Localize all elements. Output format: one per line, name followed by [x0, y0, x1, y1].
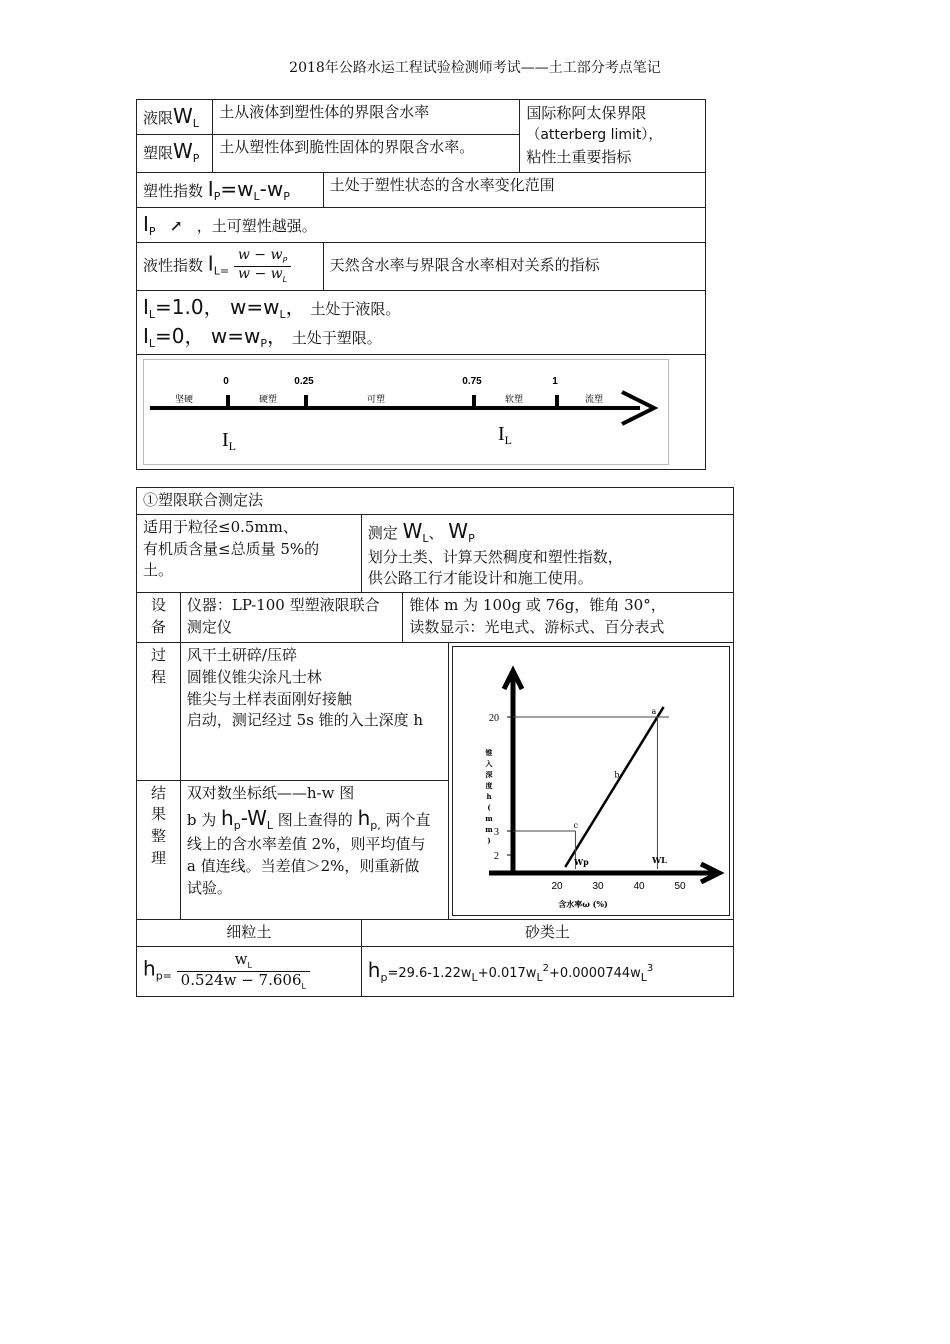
sand-soil-heading: 砂类土 — [361, 920, 733, 947]
scale-tick-075: 0.75 — [462, 375, 482, 387]
liquidity-states: $I_L=1.0$， $w=w_L$， 土处于液限。 $I_L=0$， $w=w_P$， 土处于塑限。 — [137, 290, 706, 354]
plasticity-index-desc: 土处于塑性状态的含水率变化范围 — [323, 172, 705, 207]
measurement-purpose: 测定 $W_L$、 $W_P$ 划分土类、计算天然稠度和塑性指数， 供公路工行才能设计和施工使用。 — [361, 514, 733, 592]
fine-soil-formula: $h_{p=}$ $\frac{w_L}{0.524w - 7.606_L}$ — [137, 946, 362, 996]
scale-tick-0: 0 — [223, 375, 229, 387]
x-axis-label: 含水率ω (%) — [558, 899, 608, 910]
procedure-heading: 过 程 — [137, 643, 181, 780]
limits-table — [136, 99, 706, 470]
atterberg-note: 国际称阿太保界限 （atterberg limit）， 粘性土重要指标 — [520, 100, 706, 173]
h-w-chart-cell — [448, 643, 733, 920]
zone-flowing: 流塑 — [584, 394, 604, 405]
sand-soil-formula: $h_p=29.6-1.22w_L+0.017w_L^2+0.0000744w_L^3$ — [361, 946, 733, 996]
plasticity-trend: $I_P$ ↗ ，土可塑性越强。 — [137, 207, 706, 242]
point-label-c: c — [573, 821, 578, 831]
liquidity-index-formula: $\frac{w - w_P}{w - w_L}$ — [234, 248, 291, 285]
x-tick-label: 30 — [592, 881, 604, 893]
x-tick-label: 20 — [551, 881, 563, 893]
instrument-desc: 仪器：LP-100 型塑液限联合 测定仪 — [180, 593, 402, 643]
zone-hard: 坚硬 — [174, 394, 194, 405]
plasticity-index-label: 塑性指数 $I_P=w_L-w_P$ — [137, 172, 324, 207]
x-tick-label: 50 — [674, 881, 686, 893]
applicable-scope: 适用于粒径≤0.5mm、 有机质含量≤总质量 5%的 土。 — [137, 514, 362, 592]
equipment-heading: 设 备 — [137, 593, 181, 643]
y-tick-label: 20 — [488, 713, 499, 725]
zone-plastic: 可塑 — [366, 394, 386, 405]
h-w-chart — [452, 646, 730, 916]
x-tick-label: 40 — [633, 881, 645, 893]
zone-stiff-plastic: 硬塑 — [258, 394, 278, 405]
up-arrow-icon: ↗ — [169, 216, 183, 235]
y-tick-label: 3 — [493, 827, 499, 839]
point-label-b: b — [614, 770, 620, 780]
point-label-a: a — [651, 707, 657, 717]
axis-label-left: $I_L$ — [222, 428, 237, 453]
liquidity-index-label: 液性指数 $I_{L=}$ $\frac{w - w_P}{w - w_L}$ — [137, 242, 324, 290]
page-header: 2018年公路水运工程试验检测师考试——土工部分考点笔记 — [289, 60, 661, 76]
consistency-scale-diagram — [143, 359, 669, 465]
h-w-line — [565, 707, 663, 867]
y-tick-label: 2 — [493, 851, 499, 863]
marker-wp: Wp — [574, 857, 589, 868]
liquid-limit-label: 液限$W_L$ — [137, 100, 213, 135]
zone-soft-plastic: 软塑 — [504, 394, 524, 405]
fine-soil-heading: 细粒土 — [137, 920, 362, 947]
results-desc: 双对数坐标纸——h-w 图 b 为 $h_p-W_L$ 图上查得的 $h_{p,}$ 两个直 线上的含水率差值 2%，则平均值与 a 值连线。当差值＞2%，则重新做 试验。 — [180, 780, 448, 920]
scale-tick-1: 1 — [552, 375, 558, 387]
y-axis-label: 锥入深度 h ( m m ) — [485, 748, 493, 846]
scale-tick-025: 0.25 — [294, 375, 314, 387]
plastic-limit-desc: 土从塑性体到脆性固体的界限含水率。 — [213, 134, 520, 172]
liquid-limit-desc: 土从液体到塑性体的界限含水率 — [213, 100, 520, 135]
procedure-steps: 风干土研碎/压碎 圆锥仪锥尖涂凡士林 锥尖与土样表面刚好接触 启动，测记经过 5s 锥的入土深度 h — [180, 643, 448, 780]
consistency-scale-cell — [137, 354, 706, 469]
section-title: ①塑限联合测定法 — [137, 488, 734, 515]
marker-wl: WL — [652, 855, 667, 866]
cone-test-table — [136, 487, 734, 997]
results-heading: 结 果 整 理 — [137, 780, 181, 920]
plastic-limit-label: 塑限$W_P$ — [137, 134, 213, 172]
cone-spec: 锥体 m 为 100g 或 76g，锥角 30°， 读数显示：光电式、游标式、百分表式 — [403, 593, 734, 643]
axis-label-right: $I_L$ — [498, 422, 513, 447]
liquidity-index-desc: 天然含水率与界限含水率相对关系的指标 — [323, 242, 705, 290]
